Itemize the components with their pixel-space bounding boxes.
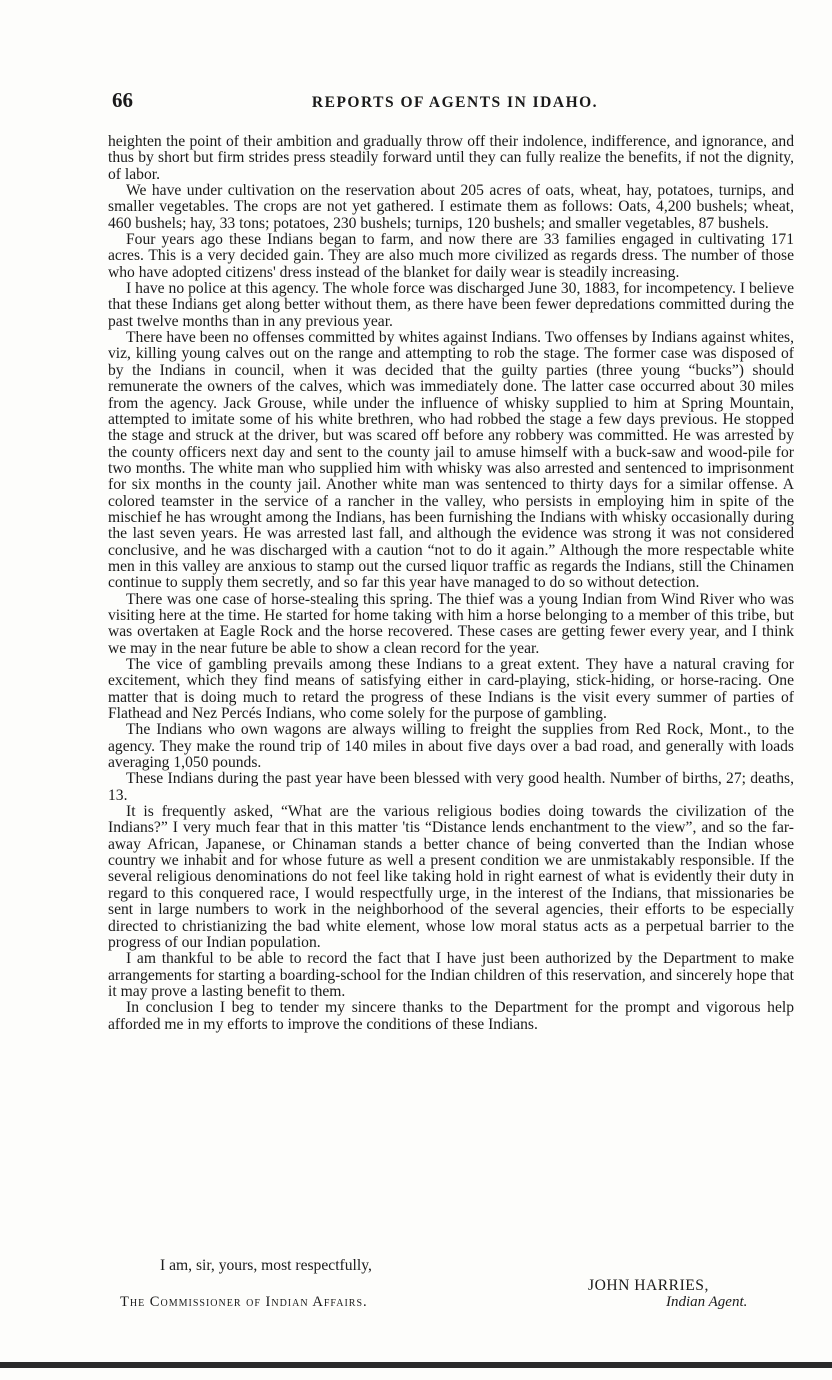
paragraph: It is frequently asked, “What are the various religious bodies doing towards the civilization of the Indians?” I very much fear that in this matter 'tis “Distance lends enchantment to the view”, and so the far-away African, Japanese, or Chinaman stands a better chance of being converted than the Indian whose country we inhabit and for whose future as well a present condition we are unmistakably responsible. If the several religious denominations do not feel like taking hold in right earnest of what is evidently their duty in regard to this conquered race, I would respectfully urge, in the interest of the Indians, that missionaries be sent in large numbers to work in the neighborhood of the several agencies, their efforts to be especially directed to christianizing the bad white element, whose low moral status acts as a perpetual barrier to the progress of our Indian population.	[108, 803, 794, 951]
page-bottom-edge	[0, 1362, 832, 1368]
signer-title: Indian Agent.	[666, 1294, 748, 1310]
page-number: 66	[112, 88, 133, 112]
paragraph: I have no police at this agency. The whole force was discharged June 30, 1883, for incompetency. I believe that these Indians get along better without them, as there have been fewer depredations committed during the past twelve months than in any previous year.	[108, 280, 794, 330]
paragraph: There was one case of horse-stealing this spring. The thief was a young Indian from Wind River who was visiting here at the time. He started for home taking with him a horse belonging to a member of this tribe, but was overtaken at Eagle Rock and the horse recovered. These cases are getting fewer every year, and I think we may in the near future be able to show a clean record for the year.	[108, 590, 794, 657]
paragraph: Four years ago these Indians began to farm, and now there are 33 families engaged in cultivating 171 acres. This is a very decided gain. They are also much more civilized as regards dress. The number of those who have adopted citizens' dress instead of the blanket for daily wear is steadily increasing.	[108, 231, 794, 281]
signer-name: JOHN HARRIES,	[588, 1277, 709, 1294]
paragraph: In conclusion I beg to tender my sincere thanks to the Department for the prompt and vigorous help afforded me in my efforts to improve the conditions of these Indians.	[108, 999, 794, 1033]
report-body	[108, 134, 794, 1033]
closing-salutation: I am, sir, yours, most respectfully,	[160, 1257, 372, 1274]
paragraph: These Indians during the past year have been blessed with very good health. Number of births, 27; deaths, 13.	[108, 770, 794, 804]
running-title: REPORTS OF AGENTS IN IDAHO.	[311, 94, 599, 111]
paragraph: I am thankful to be able to record the fact that I have just been authorized by the Department to make arrangements for starting a boarding-school for the Indian children of this reservation, and sincerely hope that it may prove a lasting benefit to them.	[108, 950, 794, 1000]
page-header	[112, 88, 798, 118]
paragraph: We have under cultivation on the reservation about 205 acres of oats, wheat, hay, potatoes, turnips, and smaller vegetables. The crops are not yet gathered. I estimate them as follows: Oats, 4,200 bushels; wheat, 460 bushels; hay, 33 tons; potatoes, 230 bushels; turnips, 120 bushels; and smaller vegetables, 87 bushels.	[108, 182, 794, 232]
paragraph: The vice of gambling prevails among these Indians to a great extent. They have a natural craving for excitement, which they find means of satisfying either in card-playing, stick-hiding, or horse-racing. One matter that is doing much to retard the progress of these Indians is the visit every summer of parties of Flathead and Nez Percés Indians, who come solely for the purpose of gambling.	[108, 656, 794, 723]
addressee: The Commissioner of Indian Affairs.	[120, 1294, 368, 1310]
paragraph: There have been no offenses committed by whites against Indians. Two offenses by Indians against whites, viz, killing young calves out on the range and attempting to rob the stage. The former case was disposed of by the Indians in council, when it was decided that the guilty parties (three young “bucks”) should remunerate the owners of the calves, which was immediately done. The latter case occurred about 30 miles from the agency. Jack Grouse, while under the influence of whisky supplied to him at Spring Mountain, attempted to imitate some of his white brethren, who had robbed the stage a few days previous. He stopped the stage and struck at the driver, but was scared off before any robbery was committed. He was arrested by the county officers next day and sent to the county jail to amuse himself with a buck-saw and wood-pile for two months. The white man who supplied him with whisky was also arrested and sentenced to imprisonment for six months in the county jail. Another white man was sentenced to thirty days for a similar offense. A colored teamster in the service of a rancher in the valley, who persists in employing him in spite of the mischief he has wrought among the Indians, has been furnishing the Indians with whisky occasionally during the last seven years. He was arrested last fall, and although the evidence was strong it was not considered conclusive, and he was discharged with a caution “not to do it again.” Although the more respectable white men in this valley are anxious to stamp out the cursed liquor traffic as regards the Indians, still the Chinamen continue to supply them secretly, and so far this year have managed to do so without detection.	[108, 329, 794, 592]
paragraph: heighten the point of their ambition and gradually throw off their indolence, indifference, and ignorance, and thus by short but firm strides press steadily forward until they can fully realize the benefits, if not the dignity, of labor.	[108, 133, 794, 183]
paragraph: The Indians who own wagons are always willing to freight the supplies from Red Rock, Mont., to the agency. They make the round trip of 140 miles in about five days over a bad road, and generally with loads averaging 1,050 pounds.	[108, 721, 794, 772]
